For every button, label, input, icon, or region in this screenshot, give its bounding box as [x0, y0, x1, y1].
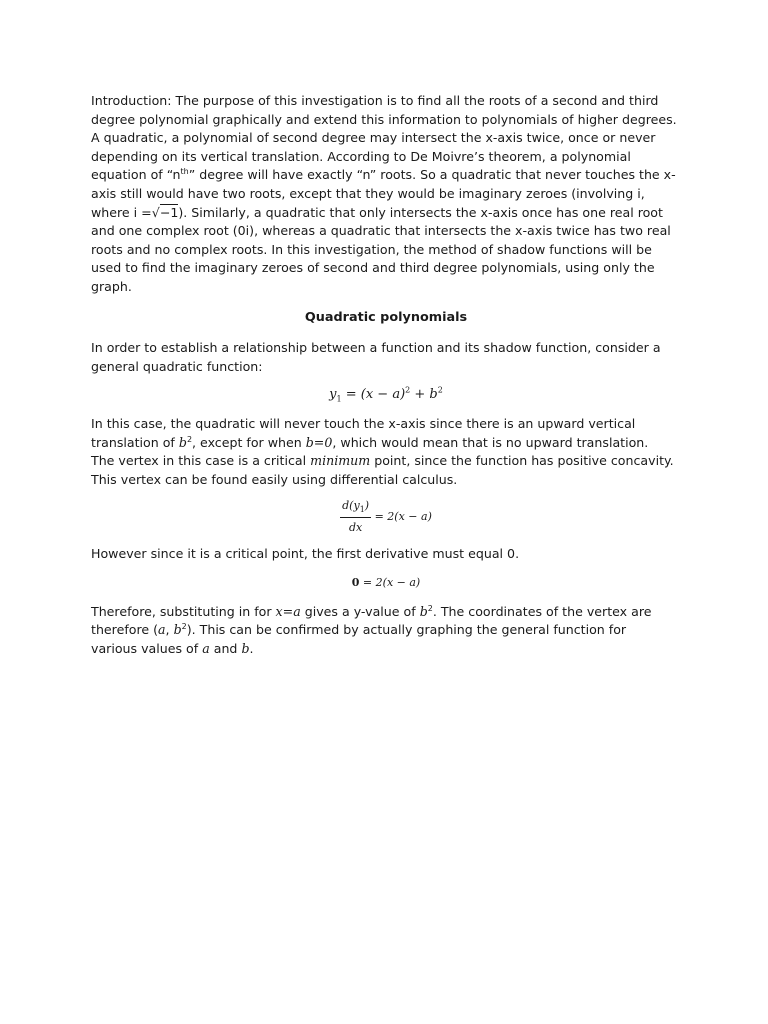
- text-run: point, since the function has positive concavity.: [370, 453, 674, 469]
- section-heading: Quadratic polynomials: [304, 309, 468, 325]
- math-run: = 2(x − a): [359, 576, 421, 590]
- text-run: equation of “n: [91, 167, 181, 183]
- text-run: ). Similarly, a quadratic that only intersects the x-axis once has one real root: [178, 204, 663, 220]
- math-var: a: [202, 640, 210, 656]
- intro-line: used to find the imaginary zeroes of second and third degree polynomials, using only the: [91, 260, 655, 276]
- superscript: 2: [405, 385, 411, 395]
- text-run: where i =: [91, 204, 152, 220]
- subscript: 1: [336, 394, 342, 404]
- document-body: [91, 92, 681, 658]
- text-run: , which would mean that is no upward translation.: [332, 434, 649, 450]
- text-run: therefore (: [91, 622, 159, 638]
- paragraph-line: [91, 452, 681, 471]
- superscript: 2: [437, 385, 443, 395]
- paragraph-3: [91, 415, 681, 489]
- intro-line: [91, 204, 681, 223]
- equation-derivative: [91, 497, 681, 537]
- intro-line: graph.: [91, 278, 132, 294]
- superscript: 2: [427, 603, 433, 613]
- paragraph-line: This vertex can be found easily using differential calculus.: [91, 471, 458, 487]
- math-run: d(y: [342, 499, 360, 513]
- superscript: th: [180, 167, 189, 177]
- superscript: 2: [186, 434, 193, 444]
- paragraph-line: In order to establish a relationship between a function and its shadow function, consider a: [91, 340, 661, 356]
- math-run: y: [329, 387, 337, 403]
- equation-quadratic: [91, 386, 681, 405]
- intro-line: A quadratic, a polynomial of second degree may intersect the x-axis twice, once or never: [91, 130, 656, 146]
- intro-line: roots and no complex roots. In this investigation, the method of shadow functions will be: [91, 241, 652, 257]
- sqrt-radicand: −1: [159, 204, 179, 220]
- sqrt-symbol: √: [151, 204, 160, 220]
- math-var: b=0: [305, 434, 333, 450]
- intro-line: axis still would have two roots, except that they would be imaginary zeroes (involving i,: [91, 185, 645, 201]
- text-run: ). This can be confirmed by actually graphing the general function for: [186, 622, 627, 638]
- math-run: = (x − a): [341, 387, 406, 403]
- intro-line: Introduction: The purpose of this investigation is to find all the roots of a second and third: [91, 93, 659, 108]
- math-var: b: [241, 640, 250, 656]
- math-run: = 2(x − a): [371, 510, 432, 524]
- text-run: , except for when: [192, 434, 306, 450]
- text-run: ,: [165, 622, 174, 638]
- math-run: ): [364, 499, 370, 513]
- math-var: b: [419, 603, 428, 619]
- superscript: 2: [181, 622, 187, 632]
- fraction-numerator: [340, 497, 371, 518]
- emphasis: minimum: [310, 453, 371, 469]
- intro-line: [91, 166, 681, 185]
- fraction: [340, 497, 371, 537]
- text-run: and: [209, 640, 242, 656]
- text-run: Therefore, substituting in for: [91, 603, 276, 619]
- paragraph-4: However since it is a critical point, the first derivative must equal 0.: [91, 546, 520, 562]
- intro-paragraph: [91, 92, 681, 297]
- text-run: .: [249, 640, 254, 656]
- paragraph-5: [91, 603, 681, 659]
- paragraph-line: [91, 603, 681, 622]
- intro-line: degree polynomial graphically and extend this information to polynomials of higher degrees.: [91, 111, 677, 127]
- paragraph-line: In this case, the quadratic will never touch the x-axis since there is an upward vertical: [91, 415, 636, 431]
- paragraph-2: [91, 339, 681, 376]
- text-run: gives a y-value of: [300, 603, 420, 619]
- paragraph-line: general quadratic function:: [91, 358, 263, 374]
- paragraph-line: [91, 434, 681, 453]
- math-run: + b: [410, 387, 438, 403]
- equation-critical-point: [91, 574, 681, 593]
- fraction-denominator: dx: [348, 520, 363, 534]
- math-var: b: [178, 434, 187, 450]
- intro-line: depending on its vertical translation. According to De Moivre’s theorem, a polynomial: [91, 148, 631, 164]
- intro-line: and one complex root (0i), whereas a quadratic that intersects the x-axis twice has two real: [91, 223, 671, 239]
- text-run: various values of: [91, 640, 203, 656]
- paragraph-line: [91, 621, 681, 640]
- math-var: a: [158, 622, 166, 638]
- text-run: The vertex in this case is a critical: [91, 453, 311, 469]
- math-var: x=a: [275, 603, 301, 619]
- text-run: . The coordinates of the vertex are: [432, 603, 652, 619]
- math-run: 0: [351, 576, 360, 590]
- text-run: ” degree will have exactly “n” roots. So a quadratic that never touches the x-: [188, 167, 676, 183]
- paragraph-line: [91, 640, 681, 659]
- math-var: b: [173, 622, 182, 638]
- text-run: translation of: [91, 434, 179, 450]
- subscript: 1: [359, 505, 365, 515]
